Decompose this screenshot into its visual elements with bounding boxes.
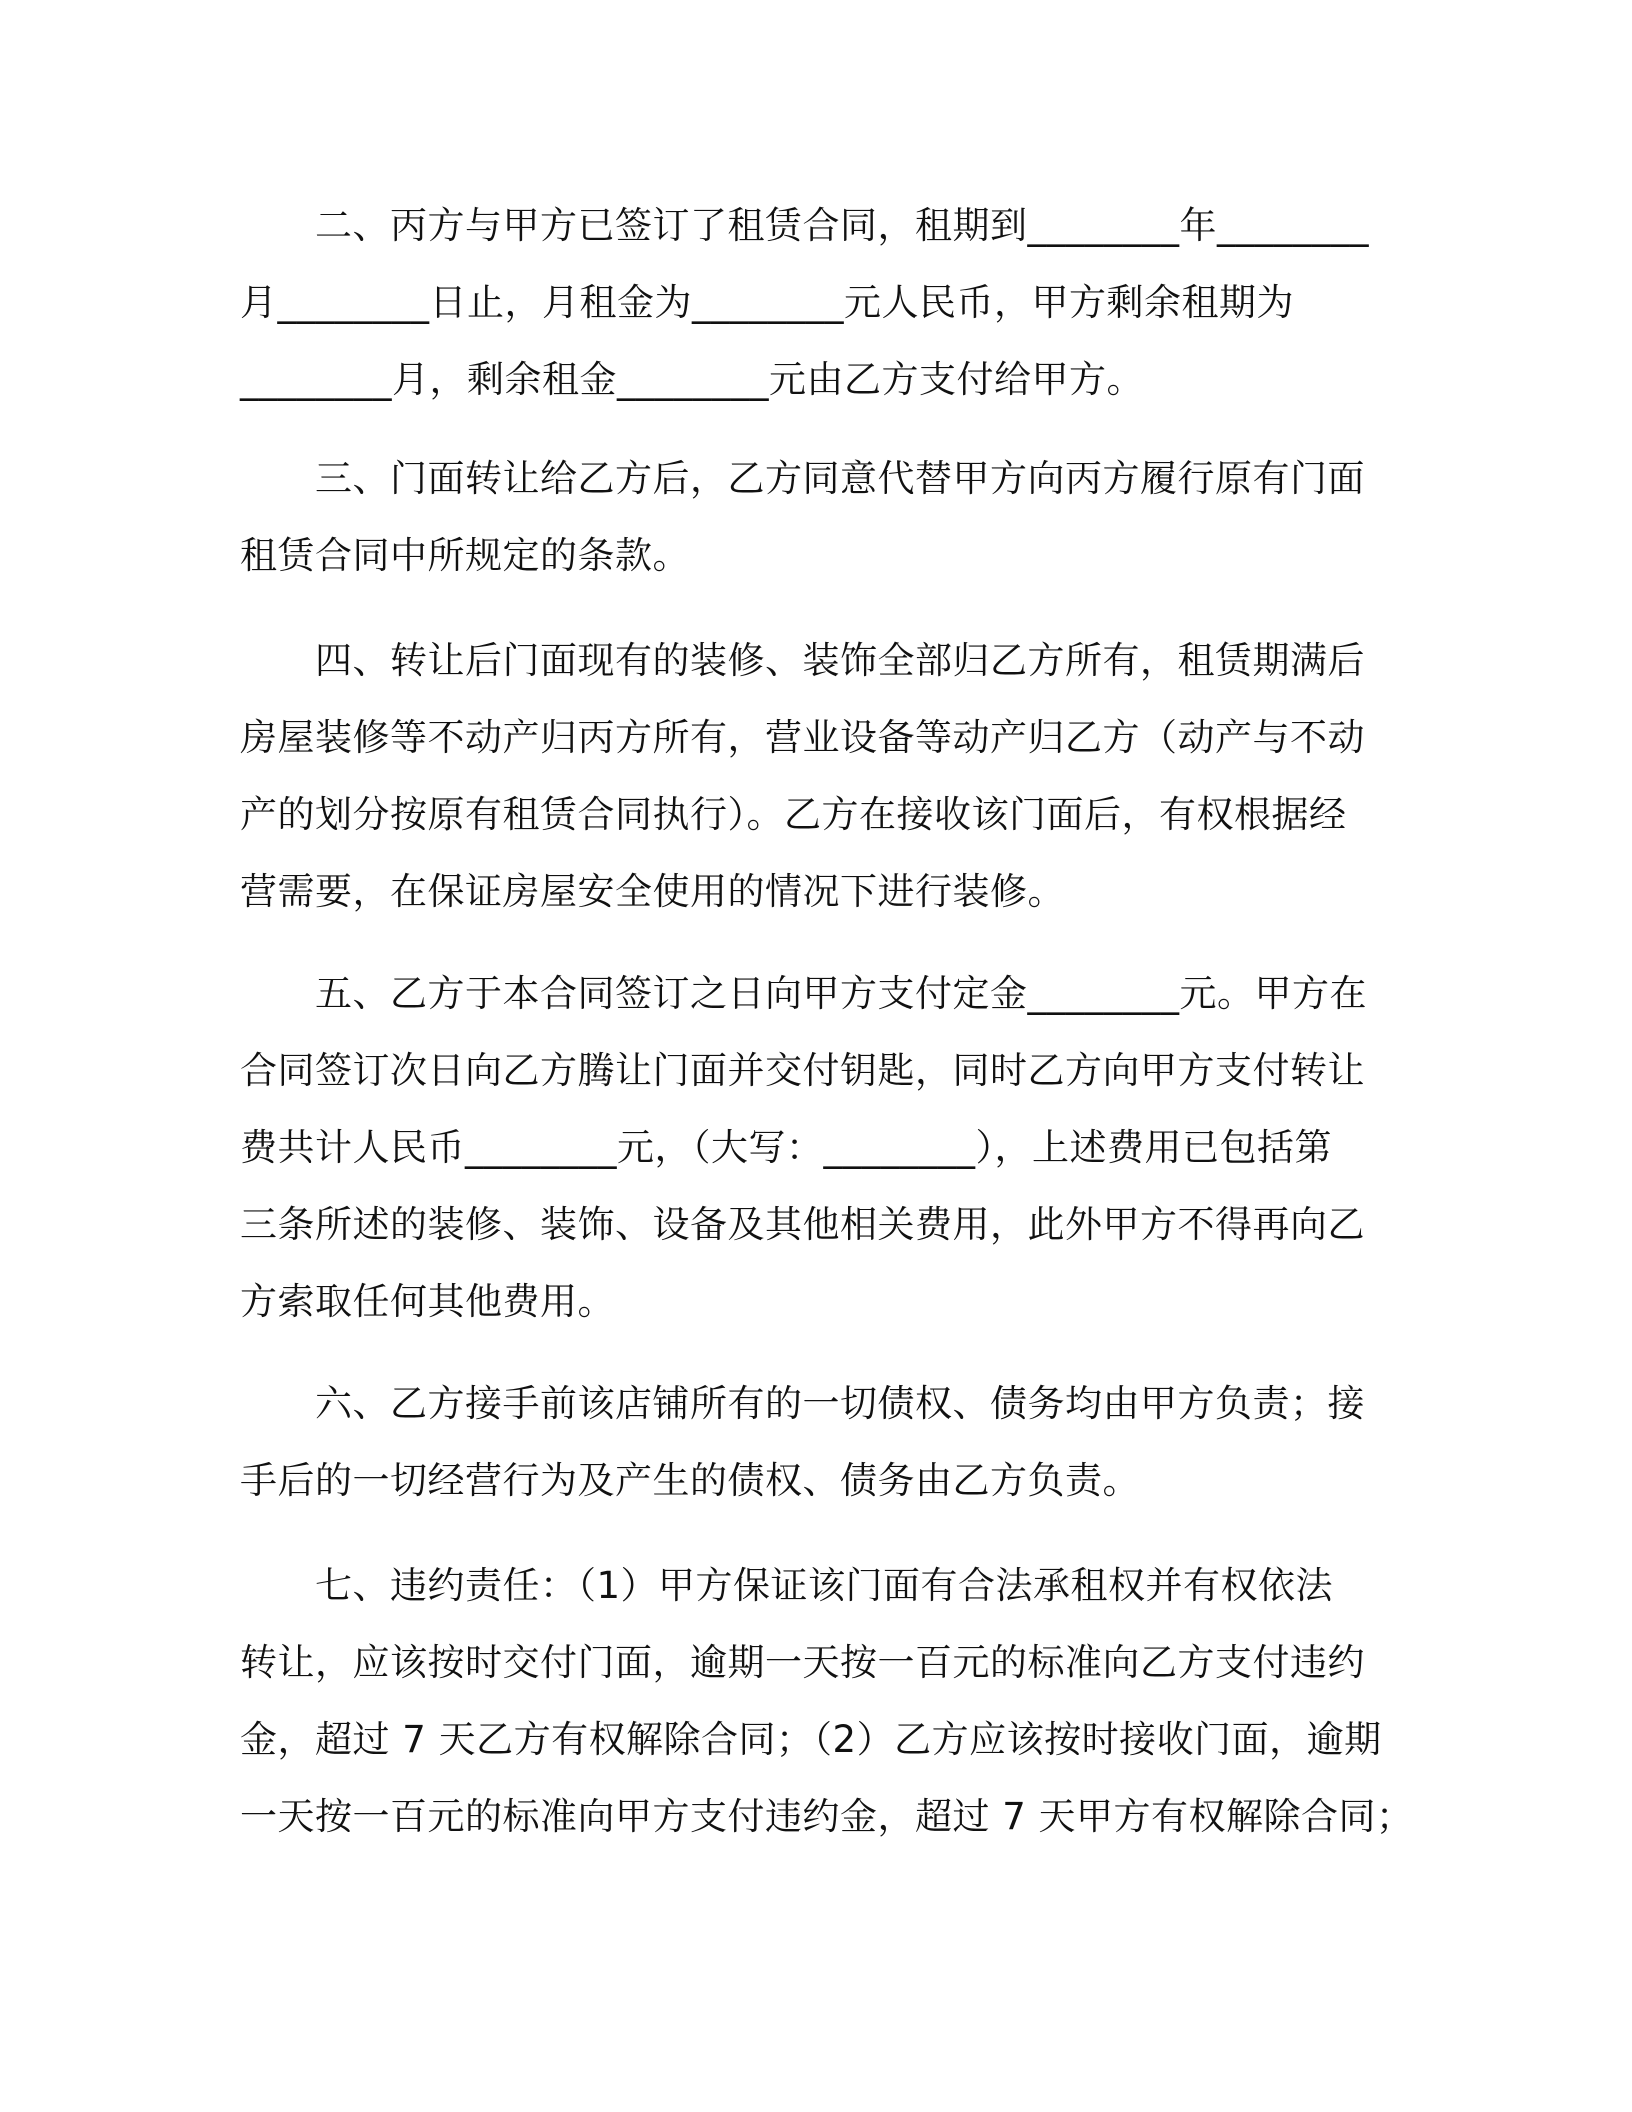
text-line: 金，超过 7 天乙方有权解除合同；（2）乙方应该按时接收门面，逾期 — [240, 1718, 1382, 1761]
text-line: 六、乙方接手前该店铺所有的一切债权、债务均由甲方负责；接 — [240, 1382, 1365, 1425]
text-line: 方索取任何其他费用。 — [240, 1280, 615, 1323]
text-line: 手后的一切经营行为及产生的债权、债务由乙方负责。 — [240, 1459, 1140, 1502]
clause-3-paragraph — [240, 440, 1400, 594]
text-line: 三、门面转让给乙方后，乙方同意代替甲方向丙方履行原有门面 — [240, 457, 1365, 500]
text-line: 营需要，在保证房屋安全使用的情况下进行装修。 — [240, 870, 1065, 913]
text-line: 产的划分按原有租赁合同执行）。乙方在接收该门面后，有权根据经 — [240, 793, 1347, 836]
clause-7-paragraph — [240, 1547, 1414, 1855]
text-line: 四、转让后门面现有的装修、装饰全部归乙方所有，租赁期满后 — [240, 639, 1365, 682]
text-line: 月________日止，月租金为________元人民币，甲方剩余租期为 — [240, 281, 1294, 324]
clause-2-paragraph — [240, 187, 1400, 418]
text-line: 三条所述的装修、装饰、设备及其他相关费用，此外甲方不得再向乙 — [240, 1203, 1365, 1246]
text-line: ________月，剩余租金________元由乙方支付给甲方。 — [240, 358, 1144, 401]
text-line: 房屋装修等不动产归丙方所有，营业设备等动产归乙方（动产与不动 — [240, 716, 1365, 759]
text-line: 费共计人民币________元，（大写：________），上述费用已包括第 — [240, 1126, 1332, 1169]
clause-4-paragraph — [240, 622, 1400, 930]
text-line: 七、违约责任：（1）甲方保证该门面有合法承租权并有权依法 — [240, 1564, 1334, 1607]
clause-5-paragraph — [240, 955, 1400, 1340]
text-line: 租赁合同中所规定的条款。 — [240, 534, 690, 577]
text-line: 五、乙方于本合同签订之日向甲方支付定金________元。甲方在 — [240, 972, 1367, 1015]
clause-6-paragraph — [240, 1365, 1400, 1519]
text-line: 转让，应该按时交付门面，逾期一天按一百元的标准向乙方支付违约 — [240, 1641, 1365, 1684]
text-line: 合同签订次日向乙方腾让门面并交付钥匙，同时乙方向甲方支付转让 — [240, 1049, 1365, 1092]
text-line: 一天按一百元的标准向甲方支付违约金，超过 7 天甲方有权解除合同； — [240, 1795, 1414, 1838]
text-line: 二、丙方与甲方已签订了租赁合同，租期到________年________ — [240, 204, 1369, 247]
